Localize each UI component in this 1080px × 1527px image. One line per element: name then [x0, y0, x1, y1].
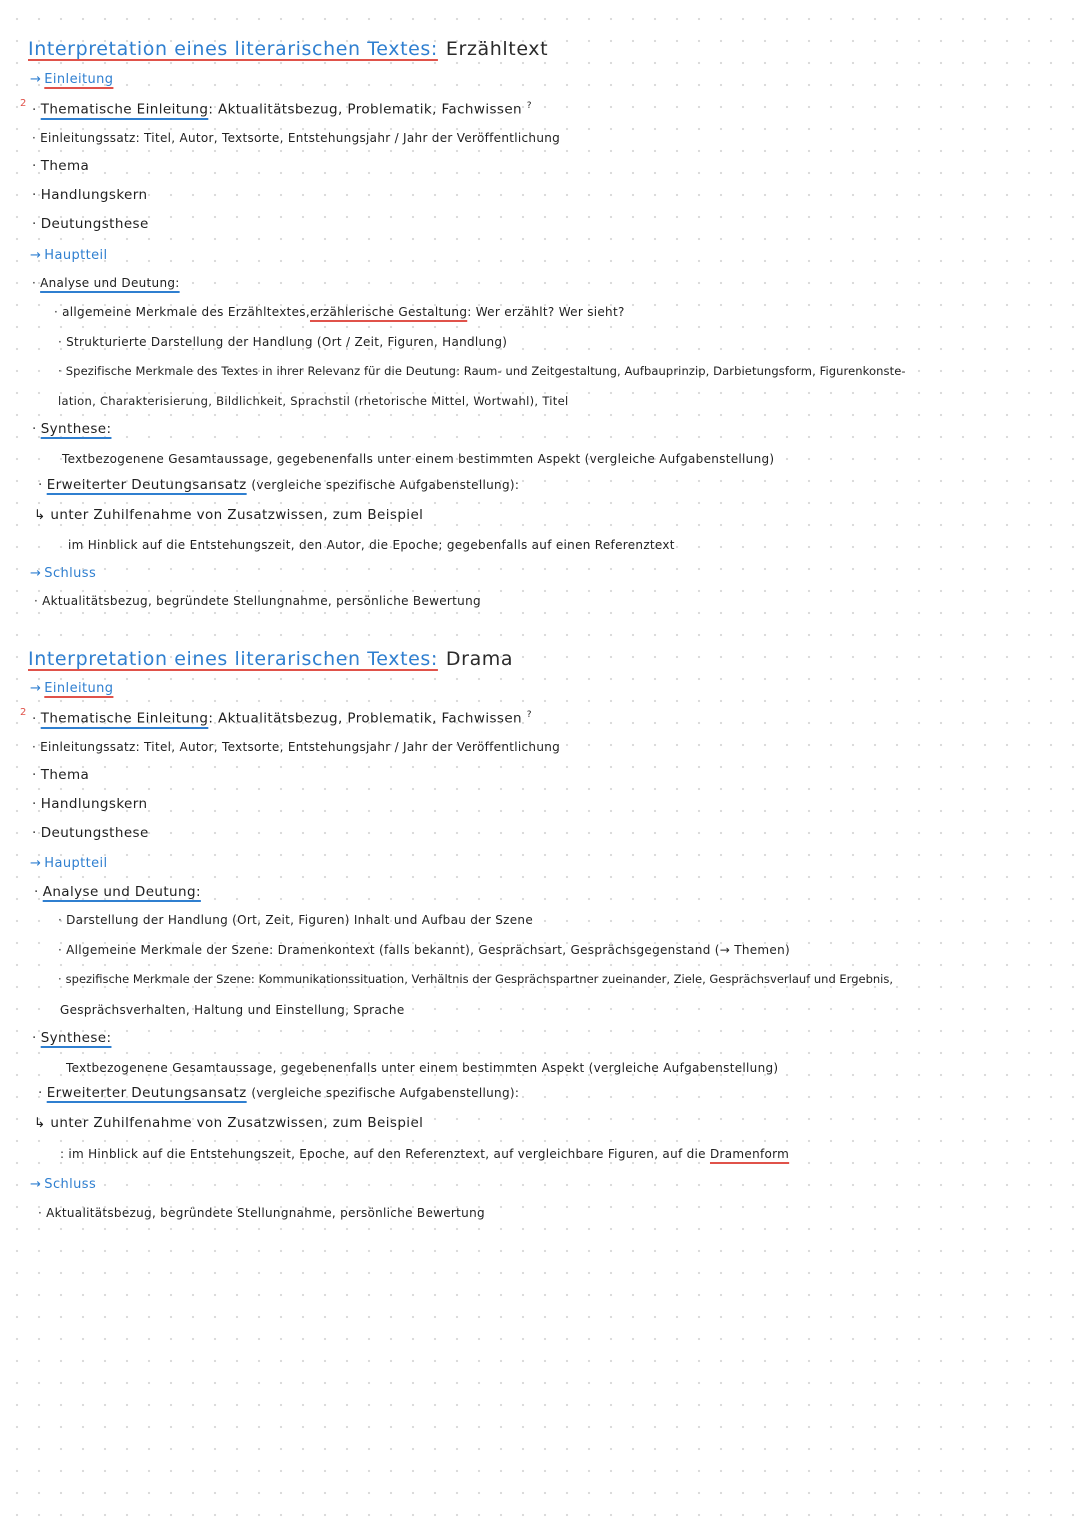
arrow-right-icon: → — [30, 72, 42, 87]
synthese-text: Textbezogenene Gesamtaussage, gegebenenfalls unter einem bestimmten Aspekt (vergleiche Aufgabenstellung) — [66, 1061, 779, 1075]
item-synthese: · Synthese: — [32, 421, 112, 437]
section-title — [28, 648, 513, 670]
item-schluss: · Aktualitätsbezug, begründete Stellungnahme, persönliche Bewertung — [34, 594, 481, 608]
item-handlungskern: · Handlungskern — [32, 187, 148, 203]
section-title — [28, 38, 548, 60]
heading-schluss: → Schluss — [30, 1177, 97, 1192]
analyse-item-3-cont: Gesprächsverhalten, Haltung und Einstellung, Sprache — [60, 1003, 405, 1017]
title-topic: Erzähltext — [445, 38, 549, 60]
heading-einleitung: → Einleitung — [30, 681, 114, 696]
item-deutungsthese: · Deutungsthese — [32, 216, 149, 232]
footnote-marker: 2 — [20, 707, 27, 718]
item-thematische-einleitung: · Thematische Einleitung: Aktualitätsbezug, Problematik, Fachwissen ? — [32, 710, 532, 727]
arrow-right-icon: → — [30, 681, 42, 696]
item-handlungskern: · Handlungskern — [32, 796, 148, 812]
item-analyse: · Analyse und Deutung: — [32, 276, 180, 290]
heading-hauptteil: → Hauptteil — [30, 248, 108, 263]
arrow-right-icon: → — [30, 856, 42, 871]
analyse-item-3-cont: lation, Charakterisierung, Bildlichkeit, Sprachstil (rhetorische Mittel, Wortwahl), Titel — [58, 394, 569, 408]
item-einleitungssatz: · Einleitungssatz: Titel, Autor, Textsorte, Entstehungsjahr / Jahr der Veröffentlichung — [32, 740, 561, 754]
title-topic: Drama — [445, 648, 514, 670]
zusatzwissen-line: ↳ unter Zuhilfenahme von Zusatzwissen, zum Beispiel — [34, 1115, 424, 1131]
item-thema: · Thema — [32, 158, 90, 174]
hinblick-line: im Hinblick auf die Entstehungszeit, den Autor, die Epoche; gegebenfalls auf einen Referenztext — [68, 538, 675, 552]
analyse-item-3: · spezifische Merkmale der Szene: Kommunikationssituation, Verhältnis der Gesprächspartner zueinander, Ziele, Gesprächsverlauf und Ergebnis, — [58, 972, 894, 986]
item-erweiterter-deutungsansatz: · Erweiterter Deutungsansatz (vergleiche spezifische Aufgabenstellung): — [38, 477, 520, 493]
hinblick-line: : im Hinblick auf die Entstehungszeit, Epoche, auf den Referenztext, auf vergleichbare Figuren, auf die Dramenform — [60, 1147, 790, 1161]
synthese-text: Textbezogenene Gesamtaussage, gegebenenfalls unter einem bestimmten Aspekt (vergleiche Aufgabenstellung) — [62, 452, 775, 466]
item-einleitungssatz: · Einleitungssatz: Titel, Autor, Textsorte, Entstehungsjahr / Jahr der Veröffentlichung — [32, 131, 561, 145]
analyse-item-1: · Darstellung der Handlung (Ort, Zeit, Figuren) Inhalt und Aufbau der Szene — [58, 913, 533, 927]
arrow-right-icon: → — [30, 566, 42, 581]
item-schluss: · Aktualitätsbezug, begründete Stellungnahme, persönliche Bewertung — [38, 1206, 485, 1220]
item-deutungsthese: · Deutungsthese — [32, 825, 149, 841]
item-thema: · Thema — [32, 767, 90, 783]
analyse-item-2: · Strukturierte Darstellung der Handlung (Ort / Zeit, Figuren, Handlung) — [58, 335, 508, 349]
title-main: Interpretation eines literarischen Textes: — [28, 648, 438, 670]
item-analyse: · Analyse und Deutung: — [34, 884, 201, 900]
analyse-item-3: · Spezifische Merkmale des Textes in ihrer Relevanz für die Deutung: Raum- und Zeitgestaltung, Aufbauprinzip, Darbietungsform, Figurenkonste- — [58, 364, 906, 378]
item-synthese: · Synthese: — [32, 1030, 112, 1046]
hinblick-highlight: Dramenform — [709, 1147, 790, 1161]
analyse-item-2: · Allgemeine Merkmale der Szene: Dramenkontext (falls bekannt), Gesprächsart, Gesprächsgegenstand (→ Themen) — [58, 943, 790, 957]
arrow-right-icon: → — [30, 1177, 42, 1192]
heading-schluss: → Schluss — [30, 566, 97, 581]
title-main: Interpretation eines literarischen Textes: — [28, 38, 438, 60]
zusatzwissen-line: ↳ unter Zuhilfenahme von Zusatzwissen, zum Beispiel — [34, 507, 424, 523]
footnote-marker: 2 — [20, 98, 27, 109]
item-erweiterter-deutungsansatz: · Erweiterter Deutungsansatz (vergleiche spezifische Aufgabenstellung): — [38, 1085, 520, 1101]
arrow-right-icon: → — [30, 248, 42, 263]
analyse-item-1: · allgemeine Merkmale des Erzähltextes,erzählerische Gestaltung: Wer erzählt? Wer sieht? — [54, 305, 625, 319]
item-thematische-einleitung: · Thematische Einleitung: Aktualitätsbezug, Problematik, Fachwissen ? — [32, 101, 532, 118]
heading-einleitung: → Einleitung — [30, 72, 114, 87]
heading-hauptteil: → Hauptteil — [30, 856, 108, 871]
